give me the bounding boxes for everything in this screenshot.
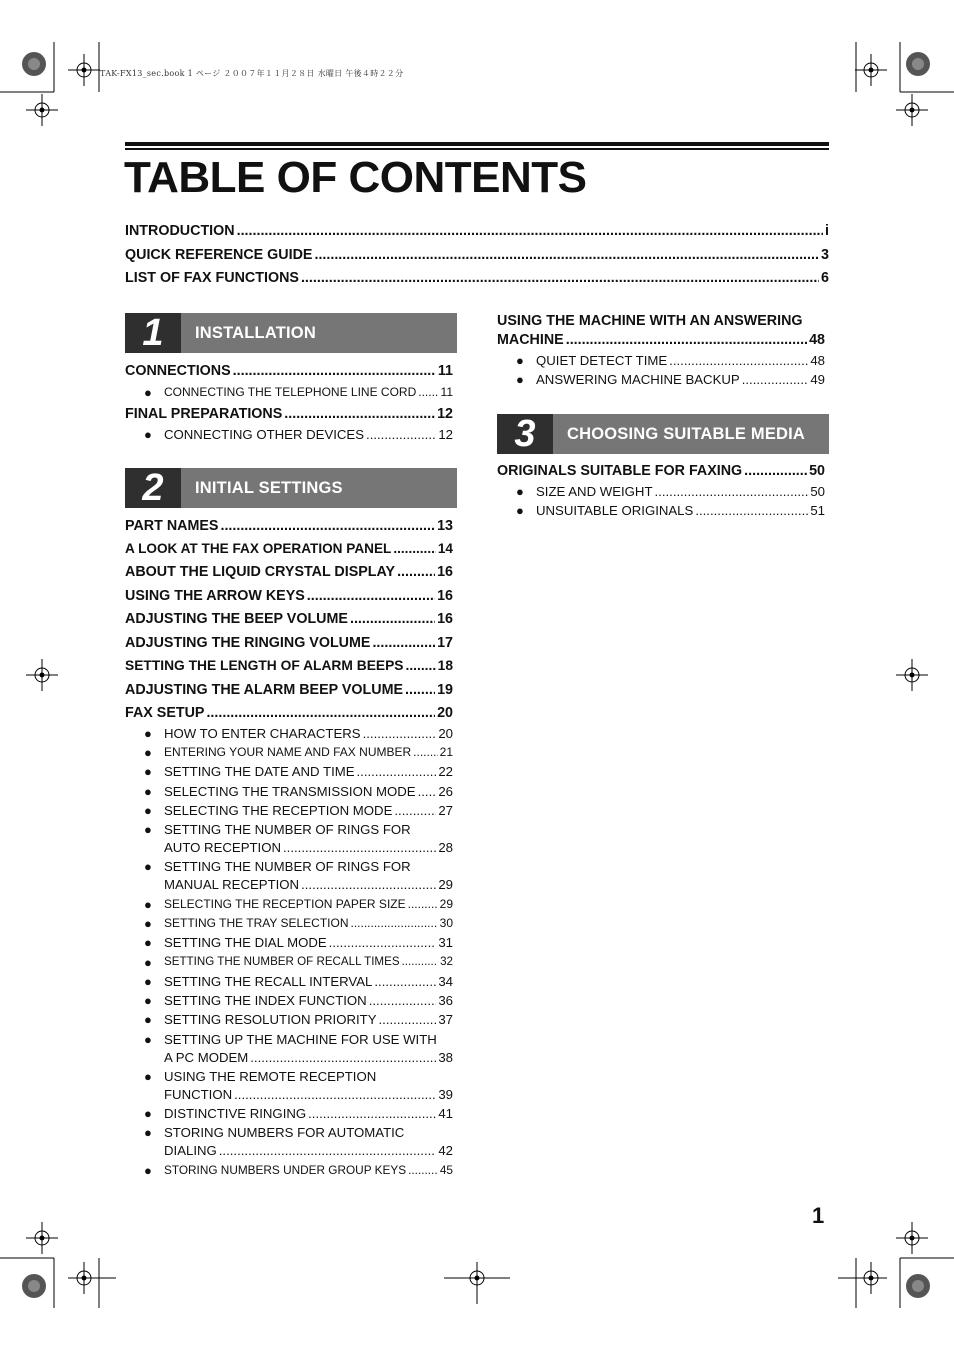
- toc-subentry[interactable]: [536, 353, 825, 370]
- page-number: 1: [812, 1203, 825, 1228]
- toc-entry-page: 48: [810, 353, 825, 368]
- bullet-icon: ●: [144, 427, 152, 442]
- toc-entry-label: ORIGINALS SUITABLE FOR FAXING: [497, 463, 743, 479]
- bullet-icon: ●: [144, 974, 152, 989]
- bullet-icon: ●: [516, 353, 524, 368]
- toc-entry-page: 37: [438, 1012, 453, 1027]
- toc-entry-originals[interactable]: [497, 463, 825, 481]
- toc-entry-connections[interactable]: [125, 363, 453, 381]
- toc-entry-page: 50: [809, 463, 825, 479]
- toc-entry-operation-panel[interactable]: [125, 541, 453, 559]
- title-rule-thin: [125, 148, 829, 150]
- toc-entry-label: SELECTING THE RECEPTION MODE: [164, 803, 393, 818]
- toc-entry-page: 29: [438, 877, 453, 892]
- toc-subentry[interactable]: [164, 840, 453, 857]
- toc-entry-label: SETTING RESOLUTION PRIORITY: [164, 1012, 377, 1027]
- toc-entry-label: ADJUSTING THE BEEP VOLUME: [125, 611, 348, 627]
- toc-entry-label: ADJUSTING THE ALARM BEEP VOLUME: [125, 682, 404, 698]
- toc-subentry[interactable]: [164, 897, 453, 914]
- toc-entry-label: STORING NUMBERS UNDER GROUP KEYS: [164, 1163, 407, 1177]
- toc-entry-label: MANUAL RECEPTION: [164, 877, 300, 892]
- bullet-icon: ●: [144, 726, 152, 741]
- toc-entry-page: 29: [439, 897, 453, 911]
- toc-subentry[interactable]: [536, 372, 825, 389]
- section-number: 3: [497, 414, 553, 454]
- toc-subentry[interactable]: [164, 993, 453, 1010]
- toc-subentry[interactable]: [164, 803, 453, 820]
- toc-entry-label: CONNECTING OTHER DEVICES: [164, 427, 365, 442]
- bullet-icon: ●: [144, 745, 152, 760]
- toc-subentry-line-cord[interactable]: [164, 385, 453, 402]
- toc-entry-page: 22: [438, 764, 453, 779]
- toc-subentry[interactable]: [164, 877, 453, 894]
- toc-entry-label: ANSWERING MACHINE BACKUP: [536, 372, 740, 387]
- toc-entry-label: SELECTING THE RECEPTION PAPER SIZE: [164, 897, 406, 911]
- toc-entry-label: SELECTING THE TRANSMISSION MODE: [164, 784, 416, 799]
- toc-entry-page: 12: [438, 427, 453, 442]
- toc-entry-label: FUNCTION: [164, 1087, 233, 1102]
- toc-entry-label: SETTING THE LENGTH OF ALARM BEEPS: [125, 658, 404, 673]
- bullet-icon: ●: [144, 859, 152, 874]
- toc-entry-page: 34: [438, 974, 453, 989]
- toc-subentry[interactable]: [536, 484, 825, 501]
- toc-entry-part-names[interactable]: [125, 518, 453, 536]
- toc-entry-page: 26: [438, 784, 453, 799]
- toc-entry-label: SETTING THE DIAL MODE: [164, 935, 327, 950]
- toc-subentry[interactable]: [164, 745, 453, 762]
- toc-entry-page: 38: [438, 1050, 453, 1065]
- section-header-installation: [125, 313, 457, 353]
- toc-entry-page: 19: [437, 682, 453, 698]
- toc-entry-page: 11: [440, 385, 453, 399]
- toc-subentry[interactable]: [164, 1163, 453, 1180]
- toc-subentry[interactable]: [164, 1050, 453, 1067]
- toc-subentry[interactable]: [536, 503, 825, 520]
- bullet-icon: ●: [144, 993, 152, 1008]
- bullet-icon: ●: [144, 916, 152, 931]
- toc-entry-label: USING THE ARROW KEYS: [125, 588, 305, 604]
- toc-entry-label: PART NAMES: [125, 518, 219, 534]
- toc-entry-page: 50: [810, 484, 825, 499]
- toc-entry-fax-functions[interactable]: [125, 270, 829, 288]
- toc-entry-page: 48: [809, 332, 825, 348]
- section-header-suitable-media: [497, 414, 829, 454]
- toc-entry-label: UNSUITABLE ORIGINALS: [536, 503, 694, 518]
- section-number: 1: [125, 313, 181, 353]
- bullet-icon: ●: [144, 385, 152, 400]
- toc-entry-label: ENTERING YOUR NAME AND FAX NUMBER: [164, 745, 412, 759]
- toc-entry-alarm-beeps[interactable]: [125, 658, 453, 676]
- page-title: TABLE OF CONTENTS: [124, 153, 587, 202]
- toc-entry-label: QUIET DETECT TIME: [536, 353, 668, 368]
- toc-entry-label: SIZE AND WEIGHT: [536, 484, 653, 499]
- title-rule-thick: [125, 142, 829, 146]
- bullet-icon: ●: [144, 1069, 152, 1084]
- toc-entry-label: INTRODUCTION: [125, 223, 235, 239]
- toc-subentry[interactable]: [164, 1012, 453, 1029]
- toc-entry-page: 41: [438, 1106, 453, 1121]
- toc-entry-label: SETTING THE RECALL INTERVAL: [164, 974, 373, 989]
- toc-subentry-line1: STORING NUMBERS FOR AUTOMATIC: [164, 1125, 405, 1140]
- toc-entry-answering-machine[interactable]: [497, 332, 825, 350]
- toc-entry-ringing-volume[interactable]: [125, 635, 453, 653]
- toc-entry-label: CONNECTIONS: [125, 363, 231, 379]
- bullet-icon: ●: [144, 1163, 152, 1178]
- toc-subentry[interactable]: [164, 764, 453, 781]
- bullet-icon: ●: [516, 484, 524, 499]
- toc-subentry[interactable]: [164, 1106, 453, 1123]
- toc-entry-page: 12: [437, 406, 453, 422]
- toc-entry-label: HOW TO ENTER CHARACTERS: [164, 726, 361, 741]
- toc-subentry-line1: USING THE REMOTE RECEPTION: [164, 1069, 377, 1084]
- bullet-icon: ●: [144, 1106, 152, 1121]
- toc-entry-page: 45: [439, 1163, 453, 1177]
- toc-entry-page: 16: [437, 564, 453, 580]
- section-title: CHOOSING SUITABLE MEDIA: [567, 425, 806, 443]
- toc-entry-label: QUICK REFERENCE GUIDE: [125, 247, 313, 263]
- toc-entry-page: 20: [438, 726, 453, 741]
- toc-entry-page: 18: [437, 658, 453, 673]
- toc-entry-introduction[interactable]: [125, 223, 829, 241]
- bullet-icon: ●: [144, 822, 152, 837]
- toc-entry-label: ABOUT THE LIQUID CRYSTAL DISPLAY: [125, 564, 396, 580]
- toc-entry-lcd[interactable]: [125, 564, 453, 582]
- toc-entry-label: SETTING THE DATE AND TIME: [164, 764, 355, 779]
- toc-entry-page: 16: [437, 611, 453, 627]
- toc-entry-label: AUTO RECEPTION: [164, 840, 281, 855]
- section-title: INITIAL SETTINGS: [195, 479, 343, 497]
- toc-subentry[interactable]: [164, 955, 453, 972]
- bullet-icon: ●: [516, 503, 524, 518]
- toc-entry-page: 36: [438, 993, 453, 1008]
- toc-entry-label: MACHINE: [497, 332, 564, 348]
- toc-entry-label: ADJUSTING THE RINGING VOLUME: [125, 635, 371, 651]
- toc-entry-label: FAX SETUP: [125, 705, 205, 721]
- bullet-icon: ●: [516, 372, 524, 387]
- toc-entry-label: FINAL PREPARATIONS: [125, 406, 283, 422]
- toc-entry-page: 39: [438, 1087, 453, 1102]
- section-number: 2: [125, 468, 181, 508]
- toc-subentry[interactable]: [164, 1143, 453, 1160]
- section-header-initial-settings: [125, 468, 457, 508]
- toc-entry-arrow-keys[interactable]: [125, 588, 453, 606]
- toc-entry-page: i: [825, 223, 829, 239]
- toc-entry-alarm-volume[interactable]: [125, 682, 453, 700]
- toc-entry-page: 31: [438, 935, 453, 950]
- toc-entry-label: LIST OF FAX FUNCTIONS: [125, 270, 299, 286]
- bullet-icon: ●: [144, 935, 152, 950]
- bullet-icon: ●: [144, 897, 152, 912]
- toc-entry-page: 13: [437, 518, 453, 534]
- toc-entry-page: 11: [437, 363, 453, 379]
- bullet-icon: ●: [144, 955, 152, 970]
- toc-entry-page: 21: [439, 745, 453, 759]
- bullet-icon: ●: [144, 803, 152, 818]
- toc-entry-label: DISTINCTIVE RINGING: [164, 1106, 307, 1121]
- toc-entry-page: 32: [440, 955, 453, 968]
- bullet-icon: ●: [144, 1125, 152, 1140]
- bullet-icon: ●: [144, 1012, 152, 1027]
- toc-entry-fax-setup[interactable]: [125, 705, 453, 723]
- toc-entry-quick-reference[interactable]: [125, 247, 829, 265]
- toc-entry-page: 17: [437, 635, 453, 651]
- toc-entry-page: 6: [821, 270, 829, 286]
- toc-entry-page: 20: [437, 705, 453, 721]
- toc-subentry-other-devices[interactable]: [164, 427, 453, 444]
- print-header-note: TAK-FX13_sec.book 1 ページ ２００７年１１月２８日 水曜日 午後４時２２分: [100, 69, 404, 78]
- toc-entry-label: SETTING THE NUMBER OF RECALL TIMES: [164, 955, 400, 968]
- toc-entry-label: CONNECTING THE TELEPHONE LINE CORD: [164, 385, 417, 399]
- toc-subentry[interactable]: [164, 974, 453, 991]
- toc-entry-page: 16: [437, 588, 453, 604]
- toc-entry-page: 42: [438, 1143, 453, 1158]
- toc-entry-label: SETTING THE TRAY SELECTION: [164, 916, 349, 930]
- toc-subentry-line1: SETTING THE NUMBER OF RINGS FOR: [164, 859, 411, 874]
- toc-entry-page: 27: [438, 803, 453, 818]
- toc-subentry[interactable]: [164, 726, 453, 743]
- toc-entry-label: A PC MODEM: [164, 1050, 249, 1065]
- toc-subentry[interactable]: [164, 1087, 453, 1104]
- toc-entry-page: 3: [821, 247, 829, 263]
- toc-entry-beep-volume[interactable]: [125, 611, 453, 629]
- section-title: INSTALLATION: [195, 324, 316, 342]
- toc-entry-page: 51: [810, 503, 825, 518]
- toc-subentry-line1: SETTING THE NUMBER OF RINGS FOR: [164, 822, 411, 837]
- bullet-icon: ●: [144, 1032, 152, 1047]
- toc-entry-page: 14: [437, 541, 453, 556]
- toc-entry-label: SETTING THE INDEX FUNCTION: [164, 993, 367, 1008]
- toc-entry-final-preparations[interactable]: [125, 406, 453, 424]
- toc-subentry[interactable]: [164, 935, 453, 952]
- bullet-icon: ●: [144, 784, 152, 799]
- toc-entry-label: A LOOK AT THE FAX OPERATION PANEL: [125, 541, 392, 556]
- toc-entry-page: 28: [438, 840, 453, 855]
- toc-subentry-line1: SETTING UP THE MACHINE FOR USE WITH: [164, 1032, 437, 1047]
- toc-subentry[interactable]: [164, 916, 453, 933]
- toc-entry-answering-line1: USING THE MACHINE WITH AN ANSWERING: [497, 313, 803, 329]
- toc-entry-label: DIALING: [164, 1143, 217, 1158]
- bullet-icon: ●: [144, 764, 152, 779]
- toc-entry-page: 49: [810, 372, 825, 387]
- toc-entry-page: 30: [439, 916, 453, 930]
- toc-subentry[interactable]: [164, 784, 453, 801]
